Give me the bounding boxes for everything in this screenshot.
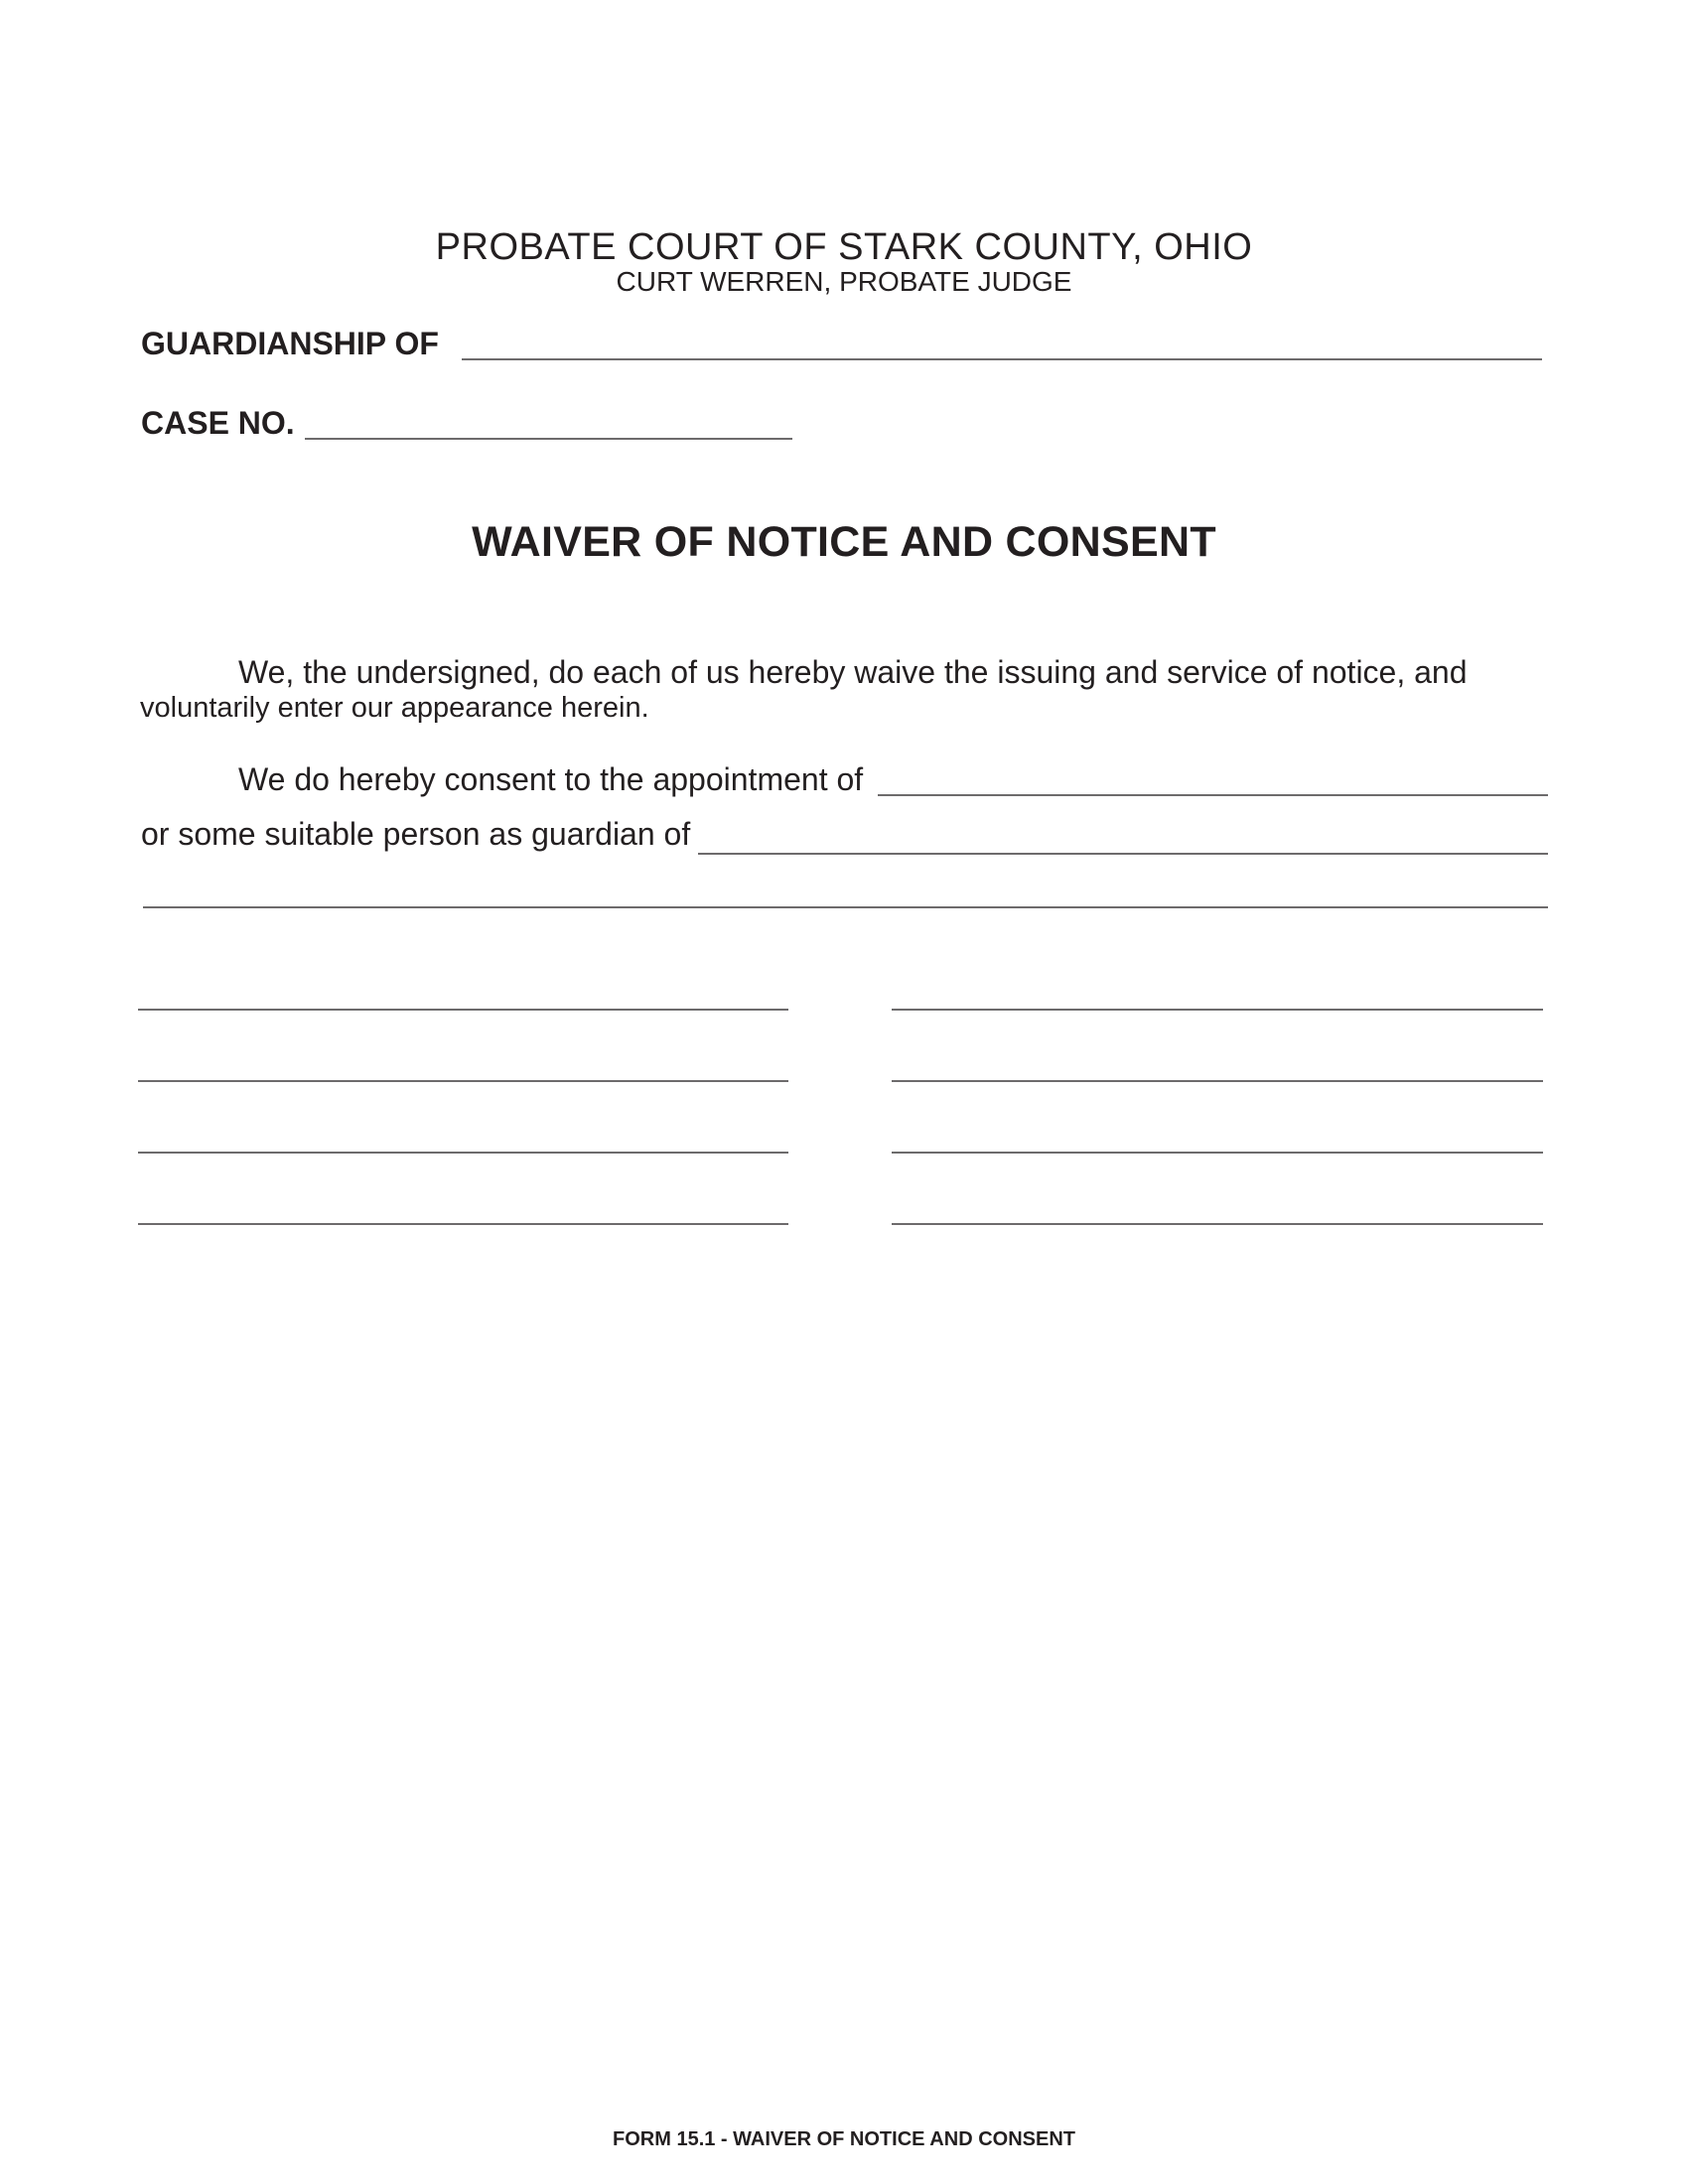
signature-line-left-2[interactable]: [138, 1080, 788, 1082]
signature-line-right-3[interactable]: [892, 1152, 1543, 1154]
consent-appointment-label: We do hereby consent to the appointment of: [238, 761, 864, 797]
signature-line-right-4[interactable]: [892, 1223, 1543, 1225]
ward-continuation-line[interactable]: [143, 906, 1548, 908]
judge-name: CURT WERREN, PROBATE JUDGE: [616, 266, 1072, 297]
document-title: WAIVER OF NOTICE AND CONSENT: [472, 518, 1216, 566]
waiver-paragraph-line-1: We, the undersigned, do each of us hereby waive the issuing and service of notice, and: [238, 654, 1468, 690]
guardianship-input-line[interactable]: [462, 358, 1542, 360]
signature-line-right-2[interactable]: [892, 1080, 1543, 1082]
signature-line-left-1[interactable]: [138, 1009, 788, 1011]
court-name: PROBATE COURT OF STARK COUNTY, OHIO: [435, 226, 1253, 268]
form-footer: FORM 15.1 - WAIVER OF NOTICE AND CONSENT: [613, 2128, 1075, 2150]
ward-input-line[interactable]: [698, 853, 1548, 855]
guardianship-label: GUARDIANSHIP OF: [141, 326, 439, 361]
signature-line-left-3[interactable]: [138, 1152, 788, 1154]
signature-line-left-4[interactable]: [138, 1223, 788, 1225]
guardian-of-label: or some suitable person as guardian of: [141, 816, 691, 852]
appointee-input-line[interactable]: [878, 794, 1548, 796]
case-no-label: CASE NO.: [141, 405, 295, 441]
waiver-paragraph-line-2: voluntarily enter our appearance herein.: [140, 692, 649, 724]
signature-line-right-1[interactable]: [892, 1009, 1543, 1011]
case-no-input-line[interactable]: [305, 438, 792, 440]
